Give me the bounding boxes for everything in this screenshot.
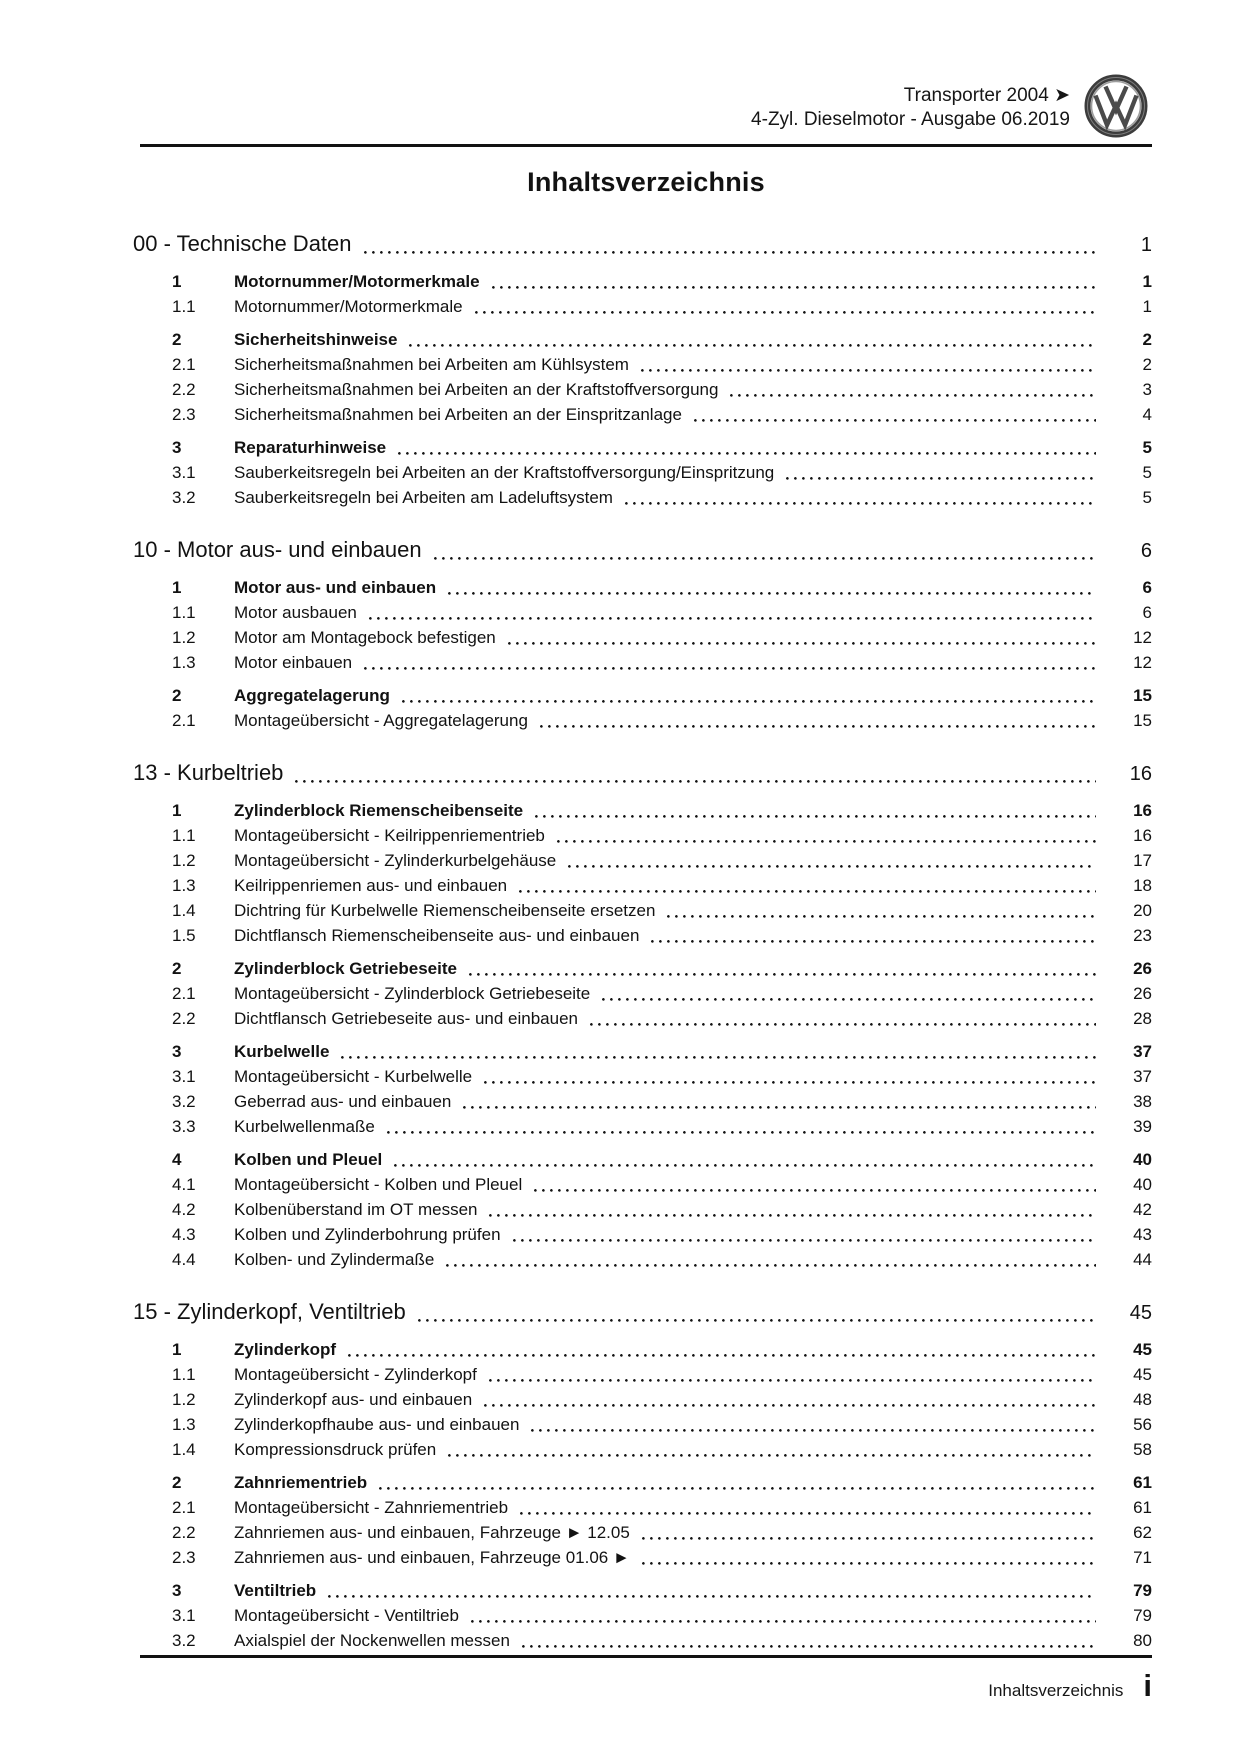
toc-section <box>133 1296 1152 1653</box>
toc-entry-page: 45 <box>1133 1340 1152 1359</box>
toc-entry-number: 3.1 <box>172 1606 196 1625</box>
page-title: Inhaltsverzeichnis <box>527 167 765 197</box>
toc-entry-title: Keilrippenriemen aus- und einbauen <box>234 876 508 895</box>
toc-entry <box>140 1247 1152 1272</box>
toc-entry <box>140 1114 1152 1139</box>
toc-entry <box>140 269 1152 294</box>
toc-entry-title: Kompressionsdruck prüfen <box>234 1440 437 1459</box>
dot-leader <box>642 1537 1096 1540</box>
toc-entry <box>140 823 1152 848</box>
toc-chapter-page: 6 <box>1140 540 1152 562</box>
toc-entry-number: 1.2 <box>172 628 196 647</box>
toc-entry-title: Ventiltrieb <box>234 1581 317 1600</box>
toc-entry <box>140 1222 1152 1247</box>
toc-entry <box>140 1387 1152 1412</box>
toc-entry-title: Montageübersicht - Aggregatelagerung <box>234 711 528 730</box>
footer-row <box>140 1668 1152 1704</box>
toc-entry-page: 61 <box>1133 1498 1152 1517</box>
dot-leader <box>489 1214 1096 1217</box>
toc-entry <box>140 1089 1152 1114</box>
toc-entry-title: Montageübersicht - Kolben und Pleuel <box>234 1175 523 1194</box>
dot-leader <box>394 1164 1096 1167</box>
toc-entry-title: Zylinderkopf <box>234 1340 337 1359</box>
toc-chapter-heading <box>133 228 1152 261</box>
dot-leader <box>535 815 1096 818</box>
dot-leader <box>642 1562 1096 1565</box>
toc-entry-number: 1 <box>172 578 182 597</box>
toc-entry <box>140 798 1152 823</box>
toc-entry-number: 2.3 <box>172 1548 196 1567</box>
toc-entry-title: Montageübersicht - Kurbelwelle <box>234 1067 473 1086</box>
toc-entry <box>140 1412 1152 1437</box>
dot-leader <box>534 1189 1096 1192</box>
dot-leader <box>418 1319 1096 1322</box>
toc-entry-page: 79 <box>1133 1581 1152 1600</box>
toc-entry-number: 2.1 <box>172 711 196 730</box>
toc-section-entries <box>140 575 1152 733</box>
toc-entry-number: 2 <box>172 686 182 705</box>
toc-entry <box>140 625 1152 650</box>
toc-entry-number: 1 <box>172 801 182 820</box>
toc-entry-title: Zylinderkopf aus- und einbauen <box>234 1390 473 1409</box>
toc-entry-number: 1.2 <box>172 1390 196 1409</box>
toc-entry-page: 37 <box>1133 1067 1152 1086</box>
toc-chapter-heading <box>133 757 1152 790</box>
toc-entry-page: 45 <box>1133 1365 1152 1384</box>
toc-section <box>133 534 1152 733</box>
toc-entry-number: 2.1 <box>172 1498 196 1517</box>
toc-entry-title: Montageübersicht - Zylinderkurbelgehäuse <box>234 851 557 870</box>
dot-leader <box>379 1487 1096 1490</box>
toc-entry-page: 56 <box>1133 1415 1152 1434</box>
toc-entry-page: 80 <box>1133 1631 1152 1650</box>
dot-leader <box>513 1239 1096 1242</box>
toc-entry-number: 1.3 <box>172 1415 196 1434</box>
toc-entry-number: 1.1 <box>172 297 196 316</box>
toc-entry-page: 15 <box>1133 711 1152 730</box>
dot-leader <box>484 1404 1096 1407</box>
header-rule <box>140 144 1152 147</box>
dot-leader <box>540 725 1096 728</box>
dot-leader <box>348 1354 1096 1357</box>
toc-entry-page: 42 <box>1133 1200 1152 1219</box>
toc-entry <box>140 981 1152 1006</box>
dot-leader <box>471 1620 1096 1623</box>
toc-entry-number: 4.2 <box>172 1200 196 1219</box>
toc-entry-page: 28 <box>1133 1009 1152 1028</box>
toc-entry-title: Kurbelwellenmaße <box>234 1117 375 1136</box>
toc-entry-page: 26 <box>1133 984 1152 1003</box>
toc-entry-number: 3.1 <box>172 463 196 482</box>
toc-chapter-page: 16 <box>1129 763 1152 785</box>
toc-entry-page: 18 <box>1133 876 1152 895</box>
toc-entry-title: Motornummer/Motormerkmale <box>234 297 463 316</box>
toc-entry <box>140 1362 1152 1387</box>
toc-entry-page: 17 <box>1133 851 1152 870</box>
toc-entry-title: Sicherheitsmaßnahmen bei Arbeiten an der Kraftstoffversorgung <box>234 380 719 399</box>
toc-entry-title: Montageübersicht - Ventiltrieb <box>234 1606 459 1625</box>
toc-entry-page: 16 <box>1133 801 1152 820</box>
toc-entry <box>140 352 1152 377</box>
toc-entry-number: 4.4 <box>172 1250 196 1269</box>
toc-entry-page: 16 <box>1133 826 1152 845</box>
toc-entry-page: 58 <box>1133 1440 1152 1459</box>
toc-chapter-title: 13 - Kurbeltrieb <box>133 760 284 785</box>
toc-entry <box>140 1006 1152 1031</box>
toc-entry-title: Kolben- und Zylindermaße <box>234 1250 435 1269</box>
toc-entry-page: 1 <box>1142 272 1152 291</box>
dot-leader <box>489 1379 1096 1382</box>
dot-leader <box>448 592 1096 595</box>
toc-entry-title: Sauberkeitsregeln bei Arbeiten am Ladeluftsystem <box>234 488 613 507</box>
toc-entry <box>140 1039 1152 1064</box>
toc-entry-title: Motor aus- und einbauen <box>234 578 437 597</box>
toc-entry-title: Zylinderblock Getriebeseite <box>234 959 457 978</box>
dot-leader <box>448 1454 1096 1457</box>
toc-entry <box>140 1064 1152 1089</box>
toc-entry-page: 12 <box>1133 628 1152 647</box>
toc-entry-page: 4 <box>1142 405 1152 424</box>
page-header <box>140 0 1152 147</box>
dot-leader <box>568 865 1096 868</box>
toc-entry <box>140 435 1152 460</box>
toc-entry <box>140 873 1152 898</box>
toc-chapter-title: 00 - Technische Daten <box>133 231 352 256</box>
dot-leader <box>557 840 1096 843</box>
dot-leader <box>402 700 1096 703</box>
toc-entry-number: 4.3 <box>172 1225 196 1244</box>
toc-entry-page: 1 <box>1142 297 1152 316</box>
footer-page-number: i <box>1143 1668 1152 1703</box>
toc-entry-number: 3.2 <box>172 1631 196 1650</box>
toc-entry-number: 1.1 <box>172 1365 196 1384</box>
toc-entry-title: Motor ausbauen <box>234 603 357 622</box>
dot-leader <box>463 1106 1096 1109</box>
toc-entry <box>140 708 1152 733</box>
toc-entry-number: 2.1 <box>172 355 196 374</box>
toc-entry-title: Montageübersicht - Keilrippenriementrieb <box>234 826 545 845</box>
toc-entry-number: 4 <box>172 1150 182 1169</box>
toc-entry-number: 4.1 <box>172 1175 196 1194</box>
toc-entry-title: Aggregatelagerung <box>234 686 390 705</box>
toc-entry-page: 39 <box>1133 1117 1152 1136</box>
toc-entry-number: 3 <box>172 1042 182 1061</box>
toc-entry-page: 20 <box>1133 901 1152 920</box>
toc-entry <box>140 1470 1152 1495</box>
toc-section-entries <box>140 269 1152 510</box>
dot-leader <box>519 890 1096 893</box>
toc-entry <box>140 377 1152 402</box>
toc-entry <box>140 1578 1152 1603</box>
toc-entry <box>140 650 1152 675</box>
toc-entry <box>140 848 1152 873</box>
toc-entry-number: 1.3 <box>172 876 196 895</box>
toc-entry-title: Sicherheitshinweise <box>234 330 398 349</box>
dot-leader <box>651 940 1096 943</box>
toc-entry-number: 2.2 <box>172 380 196 399</box>
header-model-line: Transporter 2004 ➤ <box>903 85 1070 106</box>
toc-entry <box>140 1603 1152 1628</box>
toc-entry-number: 2.2 <box>172 1523 196 1542</box>
dot-leader <box>508 642 1096 645</box>
toc-entry-number: 3.3 <box>172 1117 196 1136</box>
toc-entry-title: Motornummer/Motormerkmale <box>234 272 480 291</box>
toc-entry-page: 5 <box>1142 463 1152 482</box>
toc-entry-number: 2 <box>172 1473 182 1492</box>
dot-leader <box>730 394 1096 397</box>
dot-leader <box>364 251 1096 254</box>
toc-entry <box>140 1172 1152 1197</box>
toc <box>133 228 1152 1653</box>
toc-entry <box>140 1545 1152 1570</box>
toc-entry-number: 1 <box>172 1340 182 1359</box>
dot-leader <box>341 1056 1096 1059</box>
toc-entry-page: 48 <box>1133 1390 1152 1409</box>
dot-leader <box>328 1595 1096 1598</box>
toc-entry-number: 3.2 <box>172 1092 196 1111</box>
dot-leader <box>590 1023 1096 1026</box>
header-edition-line: 4-Zyl. Dieselmotor - Ausgabe 06.2019 <box>751 109 1070 130</box>
dot-leader <box>364 667 1096 670</box>
toc-entry-title: Kurbelwelle <box>234 1042 330 1061</box>
toc-entry <box>140 575 1152 600</box>
dot-leader <box>694 419 1096 422</box>
toc-entry-title: Kolbenüberstand im OT messen <box>234 1200 478 1219</box>
dot-leader <box>387 1131 1096 1134</box>
toc-entry <box>140 485 1152 510</box>
dot-leader <box>446 1264 1096 1267</box>
footer-rule <box>140 1655 1152 1658</box>
toc-entry-number: 1.5 <box>172 926 196 945</box>
toc-entry <box>140 683 1152 708</box>
toc-entry-title: Axialspiel der Nockenwellen messen <box>234 1631 510 1650</box>
toc-entry-title: Sicherheitsmaßnahmen bei Arbeiten an der Einspritzanlage <box>234 405 682 424</box>
toc-entry-title: Reparaturhinweise <box>234 438 387 457</box>
toc-entry-title: Geberrad aus- und einbauen <box>234 1092 452 1111</box>
dot-leader <box>484 1081 1096 1084</box>
dot-leader <box>520 1512 1096 1515</box>
toc-section <box>133 228 1152 510</box>
toc-entry-title: Dichtring für Kurbelwelle Riemenscheibenseite ersetzen <box>234 901 656 920</box>
toc-entry-title: Zahnriementrieb <box>234 1473 368 1492</box>
toc-chapter-page: 1 <box>1140 234 1152 256</box>
toc-entry-page: 40 <box>1133 1150 1152 1169</box>
toc-entry <box>140 1337 1152 1362</box>
toc-entry <box>140 1197 1152 1222</box>
toc-entry-page: 6 <box>1142 603 1152 622</box>
toc-entry-number: 2.3 <box>172 405 196 424</box>
toc-entry-number: 2.2 <box>172 1009 196 1028</box>
toc-entry <box>140 1437 1152 1462</box>
toc-entry <box>140 956 1152 981</box>
toc-entry-page: 37 <box>1133 1042 1152 1061</box>
toc-chapter-heading <box>133 1296 1152 1329</box>
toc-chapter-title: 15 - Zylinderkopf, Ventiltrieb <box>133 1299 406 1324</box>
toc-entry-page: 23 <box>1133 926 1152 945</box>
toc-section-entries <box>140 798 1152 1272</box>
toc-entry-page: 15 <box>1133 686 1152 705</box>
dot-leader <box>625 502 1096 505</box>
toc-entry-title: Kolben und Pleuel <box>234 1150 383 1169</box>
toc-chapter-page: 45 <box>1129 1302 1152 1324</box>
toc-section <box>133 757 1152 1272</box>
toc-entry-number: 1.4 <box>172 1440 196 1459</box>
toc-entry-number: 1.1 <box>172 603 196 622</box>
toc-entry-number: 3 <box>172 1581 182 1600</box>
toc-entry <box>140 1520 1152 1545</box>
toc-entry-title: Montageübersicht - Zylinderblock Getriebeseite <box>234 984 591 1003</box>
toc-entry-number: 3.1 <box>172 1067 196 1086</box>
dot-leader <box>475 311 1096 314</box>
toc-entry-title: Sauberkeitsregeln bei Arbeiten an der Kraftstoffversorgung/Einspritzung <box>234 463 775 482</box>
toc-entry-page: 62 <box>1133 1523 1152 1542</box>
toc-entry-number: 1.4 <box>172 901 196 920</box>
header-text <box>140 84 1152 132</box>
toc-entry-number: 2 <box>172 959 182 978</box>
dot-leader <box>492 286 1096 289</box>
toc-entry <box>140 402 1152 427</box>
dot-leader <box>295 780 1096 783</box>
toc-entry-title: Zahnriemen aus- und einbauen, Fahrzeuge ► 12.05 <box>234 1523 630 1542</box>
dot-leader <box>602 998 1096 1001</box>
toc-entry-title: Kolben und Zylinderbohrung prüfen <box>234 1225 501 1244</box>
toc-entry <box>140 1495 1152 1520</box>
toc-entry-page: 6 <box>1142 578 1152 597</box>
toc-entry-page: 26 <box>1133 959 1152 978</box>
toc-entry-page: 71 <box>1133 1548 1152 1567</box>
toc-entry-page: 38 <box>1133 1092 1152 1111</box>
dot-leader <box>469 973 1096 976</box>
vw-logo-icon <box>1084 74 1148 138</box>
dot-leader <box>409 344 1096 347</box>
toc-entry-number: 2 <box>172 330 182 349</box>
toc-entry-number: 1.3 <box>172 653 196 672</box>
toc-entry-page: 2 <box>1142 355 1152 374</box>
toc-entry-title: Dichtflansch Riemenscheibenseite aus- und einbauen <box>234 926 640 945</box>
toc-entry-page: 3 <box>1142 380 1152 399</box>
toc-entry-number: 2.1 <box>172 984 196 1003</box>
dot-leader <box>667 915 1096 918</box>
toc-entry-title: Montageübersicht - Zylinderkopf <box>234 1365 477 1384</box>
toc-entry <box>140 294 1152 319</box>
toc-entry-title: Dichtflansch Getriebeseite aus- und einbauen <box>234 1009 578 1028</box>
toc-entry <box>140 600 1152 625</box>
footer-section-label: Inhaltsverzeichnis <box>988 1681 1124 1700</box>
toc-entry-title: Montageübersicht - Zahnriementrieb <box>234 1498 509 1517</box>
dot-leader <box>434 557 1096 560</box>
toc-entry-number: 3 <box>172 438 182 457</box>
dot-leader <box>531 1429 1096 1432</box>
toc-entry-title: Sicherheitsmaßnahmen bei Arbeiten am Kühlsystem <box>234 355 629 374</box>
toc-entry-page: 5 <box>1142 488 1152 507</box>
toc-entry <box>140 898 1152 923</box>
toc-entry-number: 1 <box>172 272 182 291</box>
toc-entry-page: 2 <box>1142 330 1152 349</box>
toc-entry-page: 12 <box>1133 653 1152 672</box>
toc-chapter-title: 10 - Motor aus- und einbauen <box>133 537 422 562</box>
toc-chapter-heading <box>133 534 1152 567</box>
toc-entry-number: 1.1 <box>172 826 196 845</box>
toc-entry-number: 1.2 <box>172 851 196 870</box>
toc-entry <box>140 1147 1152 1172</box>
toc-entry-title: Motor einbauen <box>234 653 353 672</box>
dot-leader <box>786 477 1096 480</box>
dot-leader <box>641 369 1096 372</box>
toc-entry-title: Motor am Montagebock befestigen <box>234 628 496 647</box>
toc-entry <box>140 923 1152 948</box>
toc-entry-page: 61 <box>1133 1473 1152 1492</box>
toc-entry-title: Zahnriemen aus- und einbauen, Fahrzeuge 01.06 ► <box>234 1548 630 1567</box>
toc-entry <box>140 460 1152 485</box>
toc-entry-page: 44 <box>1133 1250 1152 1269</box>
toc-entry-page: 79 <box>1133 1606 1152 1625</box>
toc-entry-title: Zylinderkopfhaube aus- und einbauen <box>234 1415 520 1434</box>
dot-leader <box>398 452 1096 455</box>
toc-entry-page: 43 <box>1133 1225 1152 1244</box>
toc-entry-page: 40 <box>1133 1175 1152 1194</box>
toc-entry-page: 5 <box>1142 438 1152 457</box>
toc-entry <box>140 327 1152 352</box>
toc-entry-title: Zylinderblock Riemenscheibenseite <box>234 801 524 820</box>
toc-entry-number: 3.2 <box>172 488 196 507</box>
toc-section-entries <box>140 1337 1152 1653</box>
page-footer <box>140 1643 1152 1704</box>
dot-leader <box>369 617 1096 620</box>
